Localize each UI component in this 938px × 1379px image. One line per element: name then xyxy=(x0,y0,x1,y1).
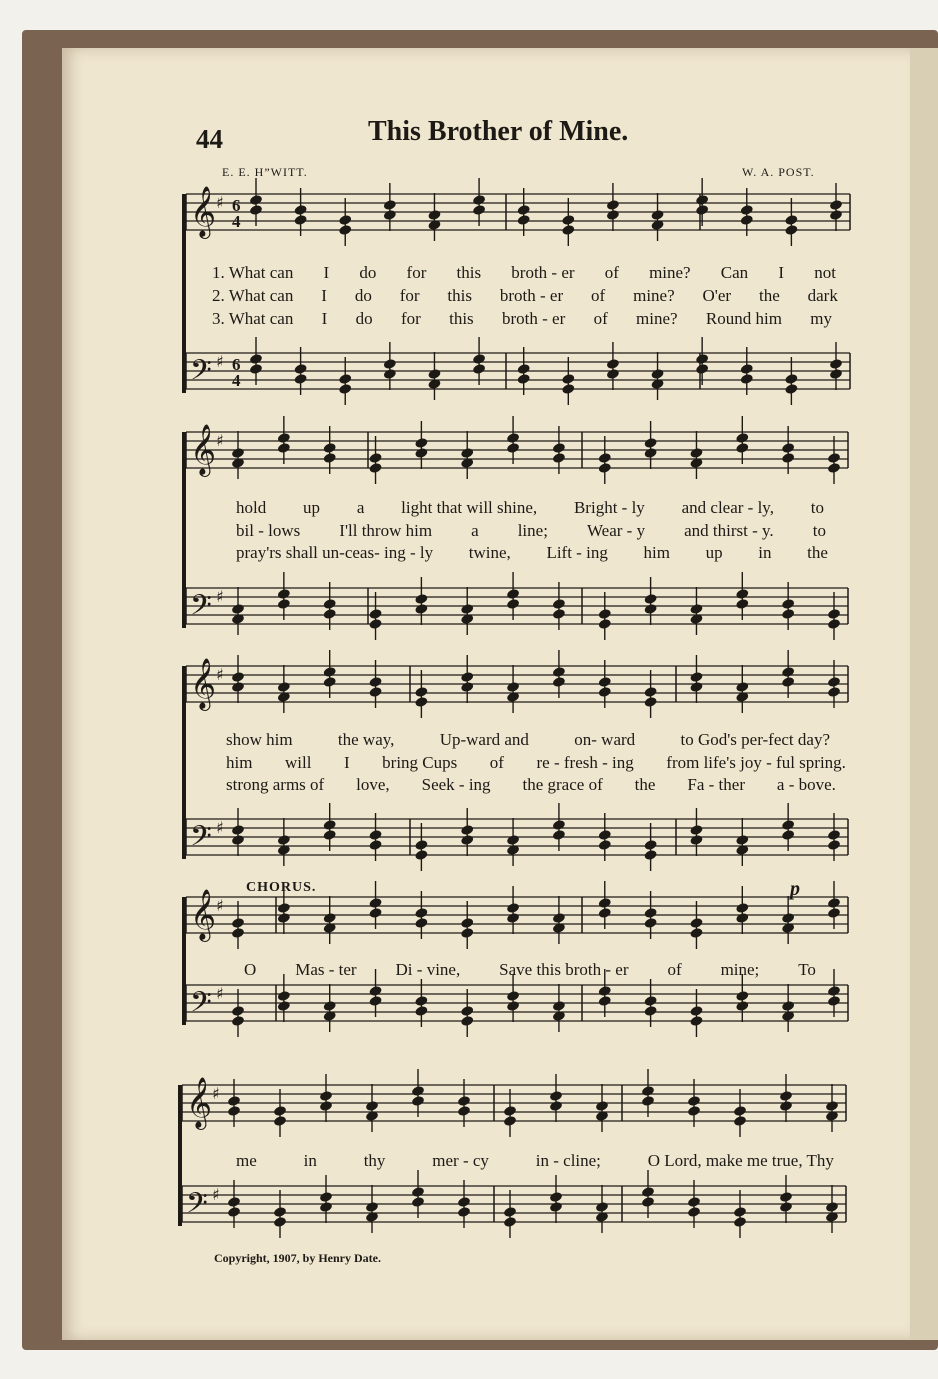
lyric-word: will xyxy=(284,753,312,772)
lyric-word: from life's joy - ful spring. xyxy=(666,753,846,772)
time-signature: 6 xyxy=(232,196,241,215)
lyric-word: of xyxy=(593,309,608,328)
time-signature: 6 xyxy=(232,355,241,374)
treble-clef-icon: 𝄞 xyxy=(186,1077,213,1128)
lyric-word: hold xyxy=(236,498,267,517)
lyric-word: I xyxy=(323,263,330,282)
lyric-word: the xyxy=(807,543,828,562)
dynamic-marking: p xyxy=(790,878,800,900)
lyric-line xyxy=(226,753,846,773)
lyric-word: 1. What can xyxy=(212,263,294,282)
key-signature-sharp-icon: ♯ xyxy=(216,587,224,606)
lyric-word: do xyxy=(354,286,372,305)
lyric-word: I'll throw him xyxy=(339,521,433,540)
lyric-word: to God's per-fect day? xyxy=(680,730,830,749)
lyric-word: the way, xyxy=(337,730,395,749)
lyricist-credit: E. E. H”WITT. xyxy=(222,165,308,179)
lyric-line xyxy=(236,543,828,563)
key-signature-sharp-icon: ♯ xyxy=(212,1185,220,1204)
lyric-word: To xyxy=(798,960,816,979)
lyric-word: show him xyxy=(226,730,293,749)
lyric-word: and clear - ly, xyxy=(681,498,774,517)
composer-credit: W. A. POST. xyxy=(742,165,815,179)
chorus-label: CHORUS. xyxy=(246,880,317,895)
key-signature-sharp-icon: ♯ xyxy=(216,352,224,371)
lyric-word: of xyxy=(667,960,682,979)
lyric-word: in - cline; xyxy=(535,1151,601,1170)
lyric-word: Save this broth - er xyxy=(499,960,629,979)
lyric-word: O'er xyxy=(702,286,732,305)
time-signature: 4 xyxy=(232,212,241,231)
lyric-word: twine, xyxy=(468,543,511,562)
key-signature-sharp-icon: ♯ xyxy=(216,193,224,212)
lyric-line xyxy=(212,286,838,306)
lyric-word: the grace of xyxy=(522,775,603,794)
lyric-word: I xyxy=(321,286,327,305)
lyric-word: him xyxy=(226,753,253,772)
lyric-word: Seek - ing xyxy=(421,775,491,794)
lyric-word: in xyxy=(758,543,772,562)
lyric-word: O xyxy=(244,960,257,979)
lyric-word: I xyxy=(778,263,785,282)
lyric-word: do xyxy=(355,309,373,328)
lyric-word: up xyxy=(303,498,321,517)
lyric-word: Up-ward and xyxy=(439,730,529,749)
lyric-word: of xyxy=(591,286,606,305)
lyric-line xyxy=(226,730,830,750)
lyric-word: for xyxy=(400,309,421,328)
lyric-word: 2. What can xyxy=(212,286,294,305)
lyric-word: this xyxy=(449,309,474,328)
time-signature: 4 xyxy=(232,371,241,390)
lyric-word: 3. What can xyxy=(212,309,294,328)
key-signature-sharp-icon: ♯ xyxy=(212,1084,220,1103)
lyric-line xyxy=(236,521,826,541)
treble-clef-icon: 𝄞 xyxy=(190,186,217,237)
lyric-word: dark xyxy=(807,286,838,305)
lyric-word: strong arms of xyxy=(226,775,325,794)
lyric-word: him xyxy=(643,543,670,562)
lyric-word: Fa - ther xyxy=(687,775,745,794)
lyric-word: in xyxy=(303,1151,317,1170)
key-signature-sharp-icon: ♯ xyxy=(216,896,224,915)
lyric-word: mine? xyxy=(636,309,678,328)
key-signature-sharp-icon: ♯ xyxy=(216,984,224,1003)
lyric-word: light that will shine, xyxy=(401,498,538,517)
lyric-line xyxy=(212,309,832,329)
lyric-word: I xyxy=(343,753,350,772)
lyric-word: on- ward xyxy=(574,730,636,749)
treble-clef-icon: 𝄞 xyxy=(190,424,217,475)
hymn-title: This Brother of Mine. xyxy=(368,116,629,147)
lyric-word: pray'rs shall un-ceas- ing - ly xyxy=(236,543,434,562)
lyric-word: do xyxy=(359,263,377,282)
key-signature-sharp-icon: ♯ xyxy=(216,818,224,837)
key-signature-sharp-icon: ♯ xyxy=(216,665,224,684)
lyric-word: I xyxy=(321,309,328,328)
lyric-word: of xyxy=(489,753,504,772)
lyric-line xyxy=(236,1151,834,1171)
lyric-word: bil - lows xyxy=(236,521,301,540)
treble-clef-icon: 𝄞 xyxy=(190,658,217,709)
lyric-word: a xyxy=(356,498,365,517)
lyric-word: not xyxy=(814,263,836,282)
lyric-word: Can xyxy=(720,263,749,282)
lyric-word: this xyxy=(456,263,482,282)
lyric-word: of xyxy=(604,263,619,282)
treble-clef-icon: 𝄞 xyxy=(190,889,217,940)
lyric-word: broth - er xyxy=(501,309,566,328)
lyric-word: up xyxy=(705,543,723,562)
lyric-line xyxy=(244,960,816,980)
lyric-word: the xyxy=(758,286,780,305)
lyric-word: Di - vine, xyxy=(395,960,461,979)
lyric-word: the xyxy=(634,775,656,794)
lyric-word: mer - cy xyxy=(432,1151,489,1170)
bass-clef-icon: 𝄢 xyxy=(190,589,212,629)
copyright-notice: Copyright, 1907, by Henry Date. xyxy=(214,1251,381,1265)
lyric-word: broth - er xyxy=(511,263,575,282)
lyric-word: Wear - y xyxy=(586,521,646,540)
key-signature-sharp-icon: ♯ xyxy=(216,431,224,450)
lyric-word: line; xyxy=(517,521,548,540)
lyric-line xyxy=(226,775,836,795)
lyric-word: me xyxy=(236,1151,257,1170)
lyric-word: Round him xyxy=(705,309,782,328)
lyric-word: for xyxy=(406,263,427,282)
lyric-word: mine? xyxy=(633,286,675,305)
lyric-word: Mas - ter xyxy=(295,960,357,979)
lyric-word: a xyxy=(471,521,479,540)
bass-clef-icon: 𝄢 xyxy=(186,1187,208,1227)
lyric-word: re - fresh - ing xyxy=(536,753,634,772)
lyric-word: mine; xyxy=(720,960,760,979)
lyric-word: love, xyxy=(356,775,390,794)
lyric-word: Bright - ly xyxy=(573,498,645,517)
lyric-word: mine? xyxy=(649,263,691,282)
bass-clef-icon: 𝄢 xyxy=(190,354,212,394)
lyric-word: thy xyxy=(363,1151,386,1170)
bass-clef-icon: 𝄢 xyxy=(190,820,212,860)
lyric-word: and thirst - y. xyxy=(684,521,774,540)
lyric-word: this xyxy=(447,286,472,305)
lyric-word: for xyxy=(399,286,420,305)
lyric-word: my xyxy=(810,309,832,328)
page-number: 44 xyxy=(196,124,223,154)
lyric-line xyxy=(212,263,836,283)
bass-clef-icon: 𝄢 xyxy=(190,986,212,1026)
lyric-word: O Lord, make me true, Thy xyxy=(647,1151,834,1170)
lyric-word: to xyxy=(810,498,824,517)
lyric-word: a - bove. xyxy=(776,775,836,794)
lyric-word: broth - er xyxy=(499,286,564,305)
lyric-word: to xyxy=(812,521,826,540)
lyric-word: Lift - ing xyxy=(546,543,608,562)
lyric-line xyxy=(236,498,824,518)
lyric-word: bring Cups xyxy=(382,753,458,772)
